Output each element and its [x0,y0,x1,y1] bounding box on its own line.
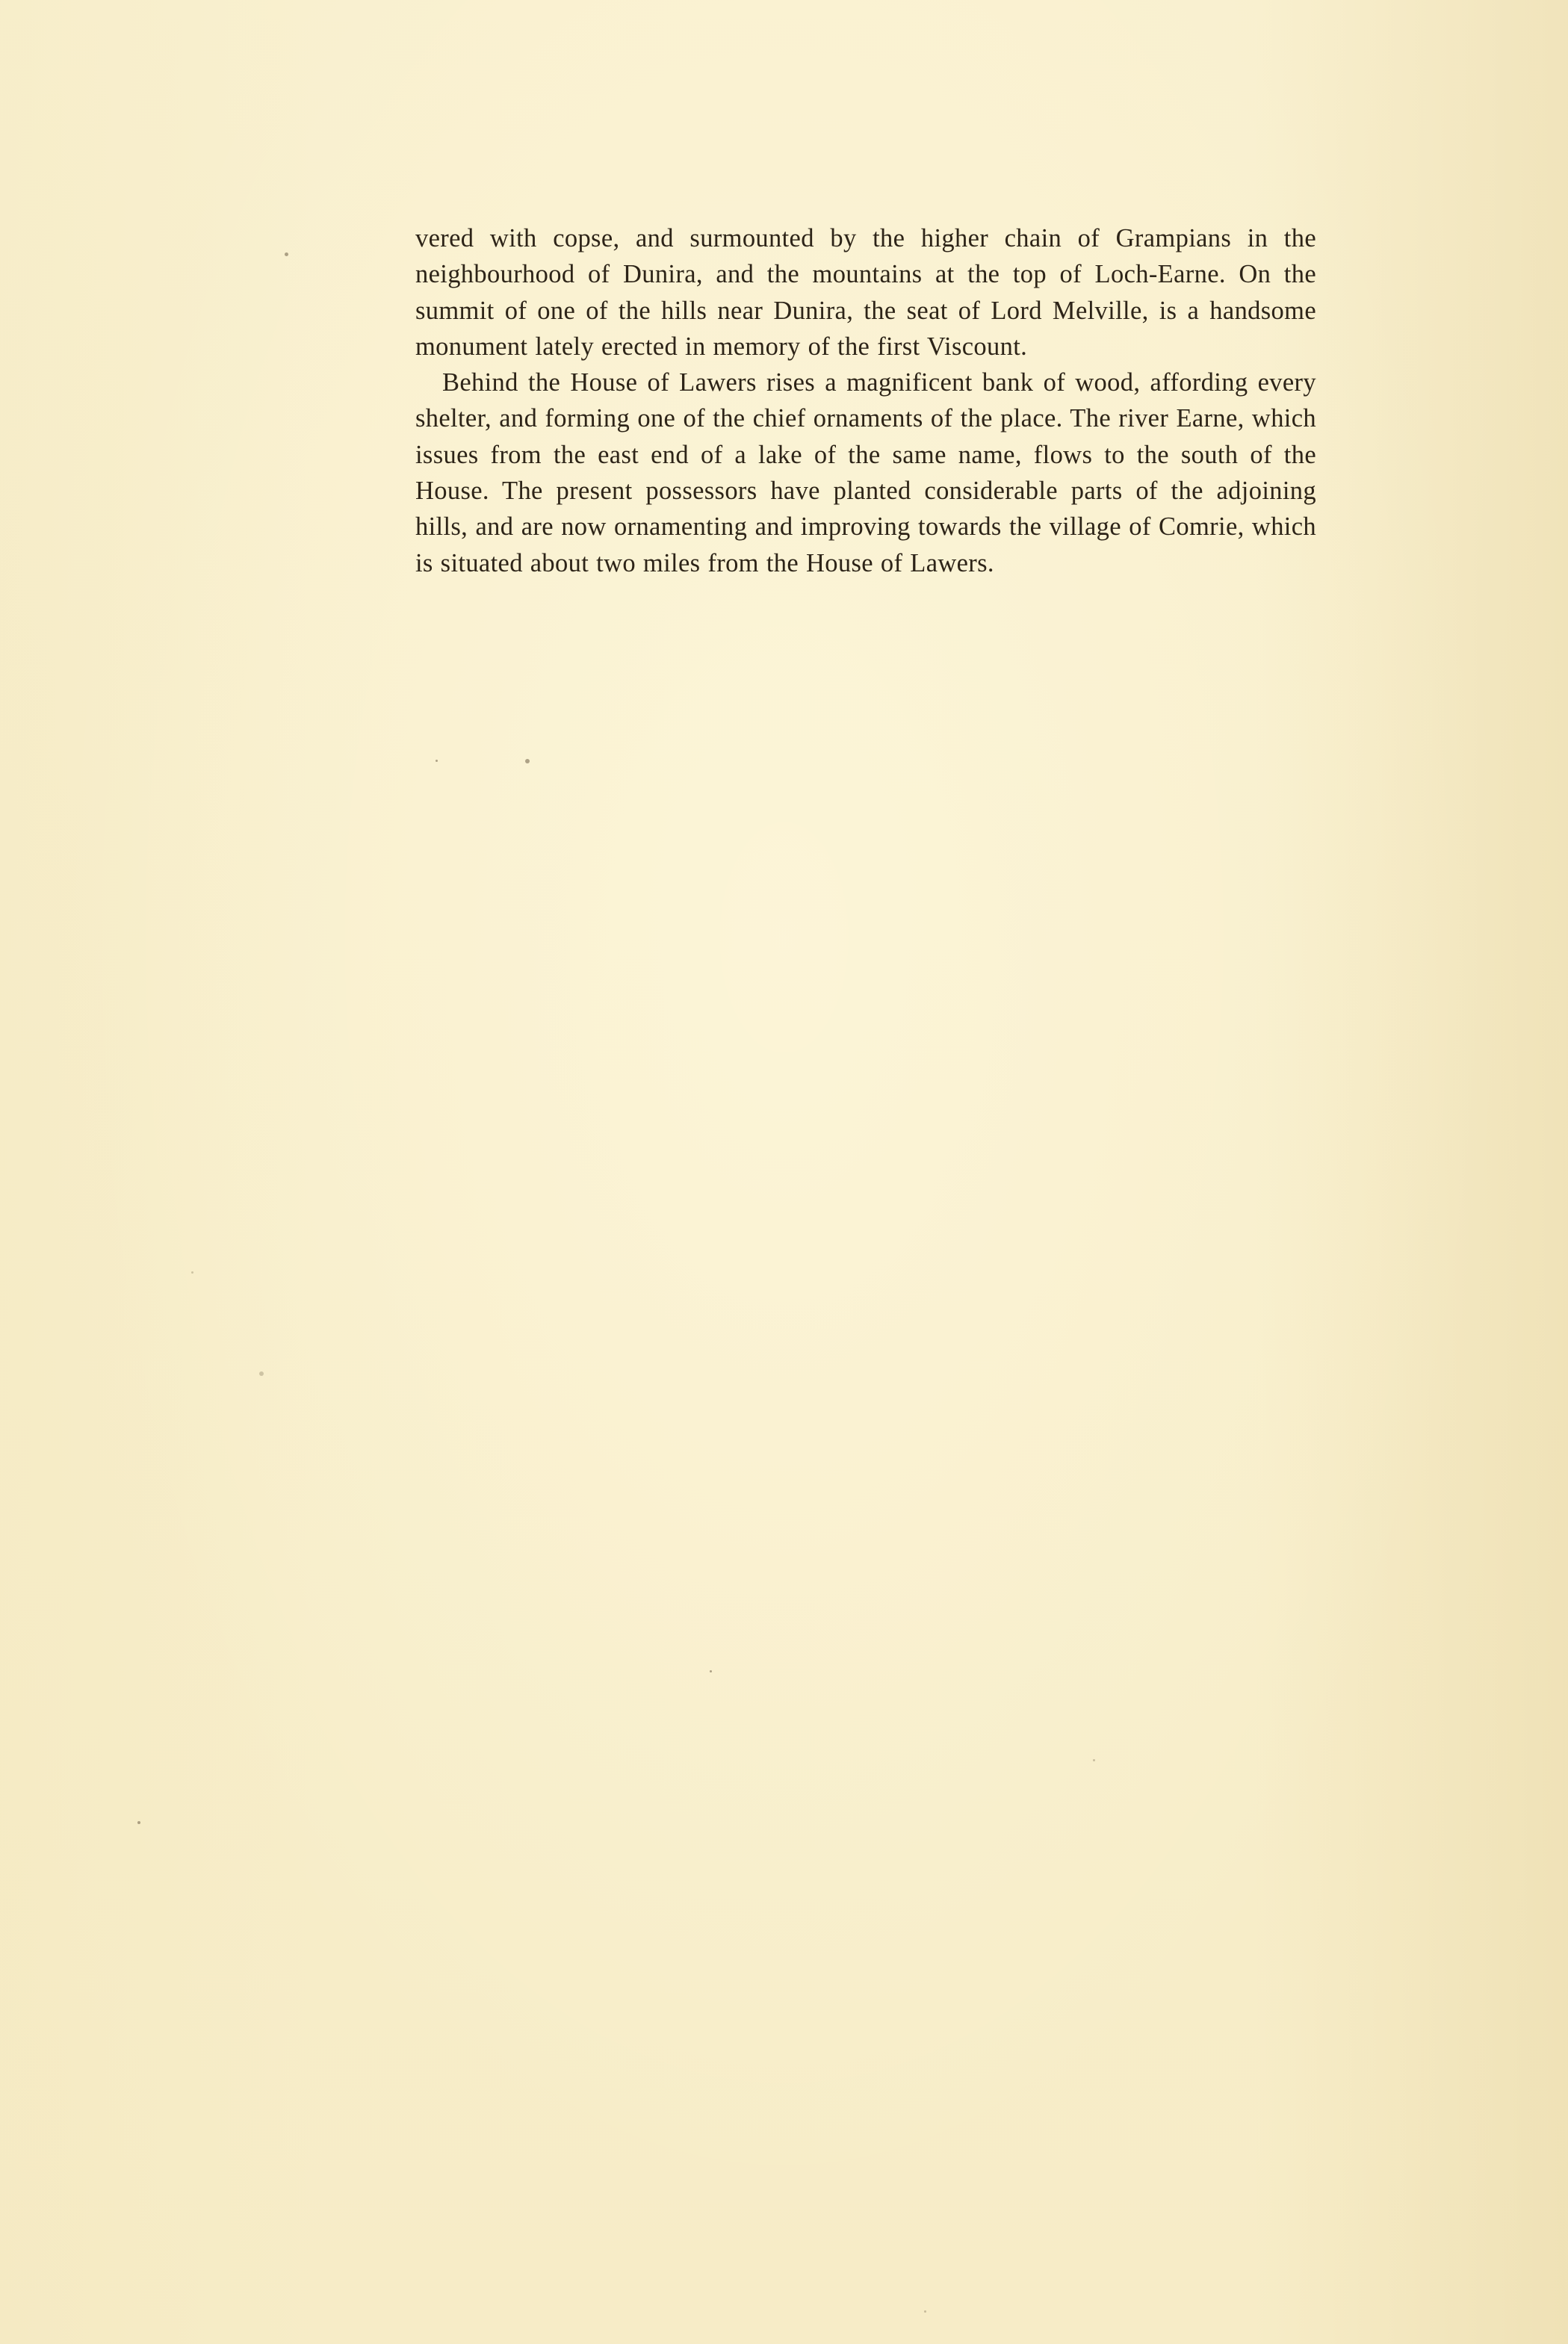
body-text [415,220,1316,581]
paper-speck [710,1670,712,1672]
paper-speck [436,760,438,762]
paper-speck [1093,1759,1095,1761]
paper-speck [259,1371,264,1376]
paper-speck [285,252,288,256]
paper-speck [525,759,530,763]
paper-speck [924,2310,926,2313]
paragraph-lawers: Behind the House of Lawers rises a magnificent bank of wood, affording every shelter, and forming one of the chief ornaments of the place. The river Earne, which issues from the east end of a lake of the same name, flows to the south of the House. The present possessors have planted considerable parts of the adjoining hills, and are now ornamenting and improving towards the village of Comrie, which is situated about two miles from the House of Lawers. [415,368,1316,577]
paper-speck [191,1271,193,1274]
paper-speck [137,1821,140,1824]
paragraph-continuation: vered with copse, and surmounted by the higher chain of Grampians in the neighbourhood of Dunira, and the mountains at the top of Loch-Earne. On the summit of one of the hills near Dunira, the seat of Lord Melville, is a handsome monument lately erected in memory of the first Viscount. [415,224,1316,361]
